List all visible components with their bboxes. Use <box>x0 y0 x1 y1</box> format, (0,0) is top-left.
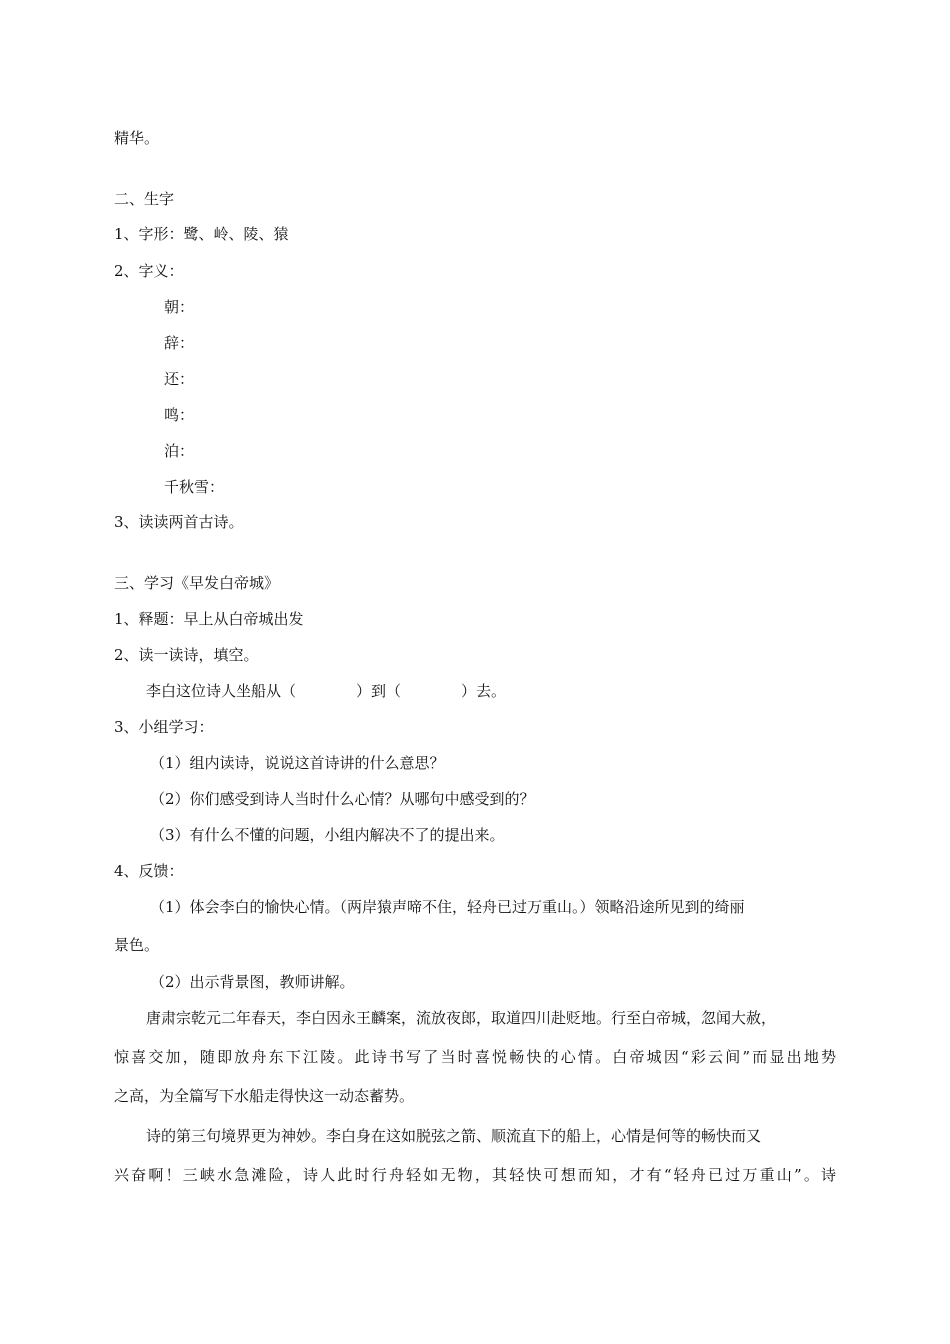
section-heading: 三、学习《早发白帝城》 <box>114 574 280 592</box>
text-line: 2、字义： <box>114 262 184 280</box>
text-line: 3、小组学习： <box>114 718 214 736</box>
list-item: 鸣： <box>164 406 195 424</box>
list-item: （1）体会李白的愉快心情。（两岸猿声啼不住，轻舟已过万重山。）领略沿途所见到的绮丽 <box>150 898 745 916</box>
section-heading: 二、生字 <box>114 190 175 208</box>
list-item: 泊： <box>164 442 195 460</box>
list-item: 还： <box>164 370 195 388</box>
fill-in-blank: 李白这位诗人坐船从（ ）到（ ）去。 <box>146 682 507 700</box>
text-line: 1、释题：早上从白帝城出发 <box>114 610 304 628</box>
text-line: 精华。 <box>114 129 160 147</box>
paragraph-line: 惊喜交加，随即放舟东下江陵。此诗书写了当时喜悦畅快的心情。白帝城因“彩云间”而显出地势 <box>114 1048 836 1066</box>
text-line: 3、读读两首古诗。 <box>114 513 244 531</box>
paragraph-line: 兴奋啊！三峡水急滩险，诗人此时行舟轻如无物，其轻快可想而知，才有“轻舟已过万重山”。诗 <box>114 1166 836 1184</box>
paragraph-line: 之高，为全篇写下水船走得快这一动态蓄势。 <box>114 1087 415 1105</box>
list-item: 朝： <box>164 298 195 316</box>
paragraph-line: 唐肃宗乾元二年春天，李白因永王麟案，流放夜郎，取道四川赴贬地。行至白帝城，忽闻大赦， <box>146 1009 777 1027</box>
list-item: （2）你们感受到诗人当时什么心情？从哪句中感受到的？ <box>150 790 535 808</box>
text-line: 4、反馈： <box>114 862 184 880</box>
list-item: （3）有什么不懂的问题，小组内解决不了的提出来。 <box>150 826 505 844</box>
list-item: （2）出示背景图，教师讲解。 <box>150 973 355 991</box>
list-item: （1）组内读诗，说说这首诗讲的什么意思？ <box>150 754 445 772</box>
paragraph-line: 诗的第三句境界更为神妙。李白身在这如脱弦之箭、顺流直下的船上，心情是何等的畅快而又 <box>146 1127 762 1145</box>
text-line: 2、读一读诗，填空。 <box>114 646 259 664</box>
text-line: 景色。 <box>114 936 160 954</box>
text-line: 1、字形：鹭、岭、陵、猿 <box>114 225 289 243</box>
list-item: 千秋雪： <box>164 478 225 496</box>
list-item: 辞： <box>164 334 195 352</box>
